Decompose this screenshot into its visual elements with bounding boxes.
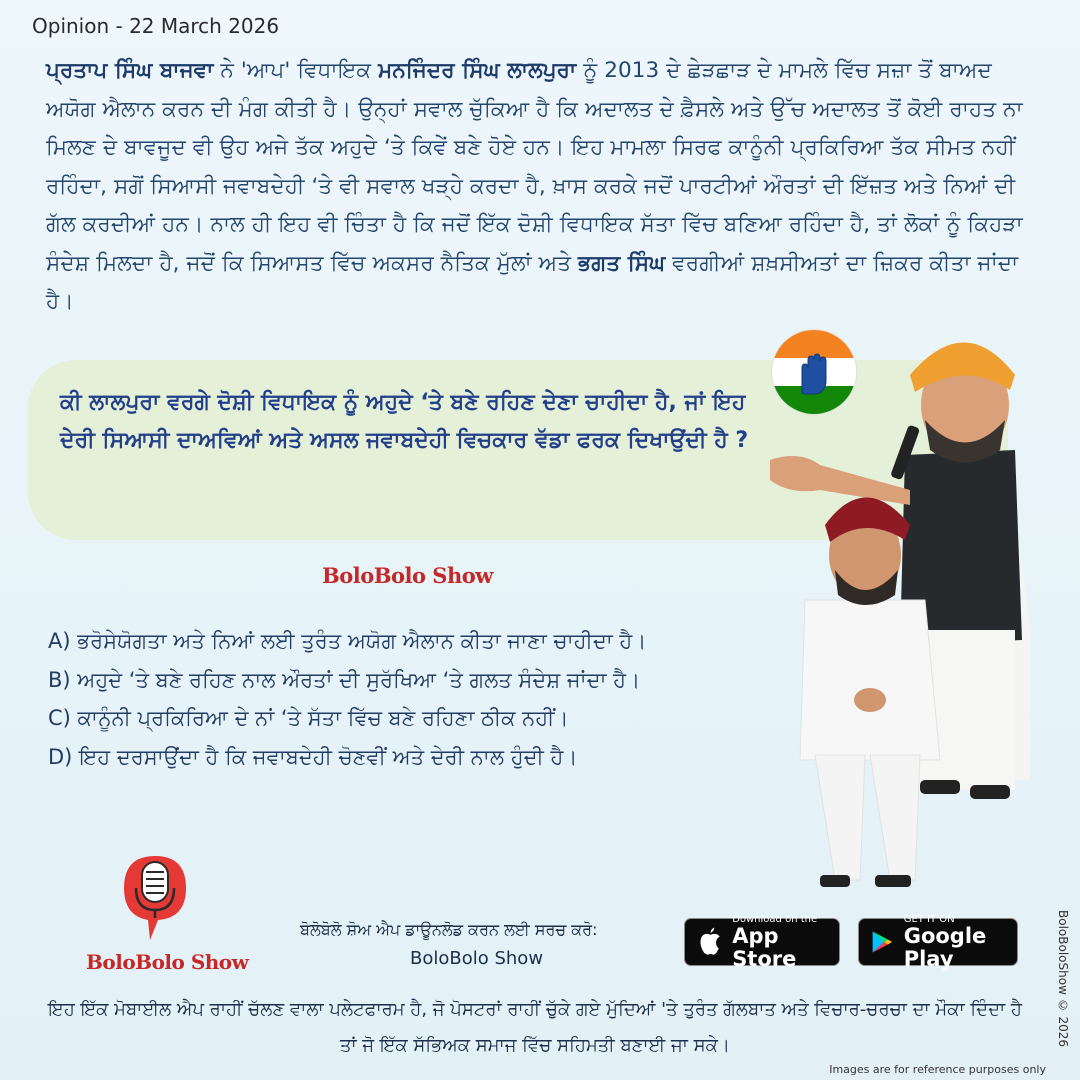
app-name: BoloBolo Show [410,948,544,969]
date-line: Opinion - 22 March 2026 [32,14,280,38]
name-lalpura: ਮਨਜਿੰਦਰ ਸਿੰਘ ਲਾਲਪੁਰਾ [378,58,577,83]
app-store-small-label: Download on the [732,913,818,925]
article-text-3: ਵਰਗੀਆਂ ਸ਼ਖ਼ਸੀਅਤਾਂ ਦਾ ਜ਼ਿਕਰ ਕੀਤਾ ਜਾਂਦਾ ਹੈ। [46,250,1019,314]
option-d[interactable]: D) ਇਹ ਦਰਸਾਉਂਦਾ ਹੈ ਕਿ ਜਵਾਬਦੇਹੀ ਚੋਣਵੀਂ ਅਤੇ ਦੇਰੀ ਨਾਲ ਹੁੰਦੀ ਹੈ। [48,744,578,769]
google-play-small-label: GET IT ON [903,913,955,925]
poll-options [48,622,646,776]
name-bajwa: ਪ੍ਰਤਾਪ ਸਿੰਘ ਬਾਜਵਾ [46,58,214,83]
option-c[interactable]: C) ਕਾਨੂੰਨੀ ਪ੍ਰਕਿਰਿਆ ਦੇ ਨਾਂ ‘ਤੇ ਸੱਤਾ ਵਿੱਚ ਬਣੇ ਰਹਿਣਾ ਠੀਕ ਨਹੀਂ। [48,706,569,730]
google-play-icon [871,927,894,957]
brand-footer-logo-text: BoloBolo Show [86,950,249,974]
google-play-label: Google Play [903,923,987,971]
image-disclaimer: Images are for reference purposes only [829,1063,1046,1076]
option-a[interactable]: A) ਭਰੋਸੇਯੋਗਤਾ ਅਤੇ ਨਿਆਂ ਲਈ ਤੁਰੰਤ ਅਯੋਗ ਐਲਾਨ ਕੀਤਾ ਜਾਣਾ ਚਾਹੀਦਾ ਹੈ। [48,629,647,653]
search-prompt: ਬੋਲੋਬੋਲੋ ਸ਼ੋਅ ਐਪ ਡਾਊਨਲੋਡ ਕਰਨ ਲਈ ਸਰਚ ਕਰੋ: [300,920,598,939]
brand-watermark: BoloBolo Show [322,563,493,588]
politicians-illustration [760,300,1040,900]
platform-description: ਇਹ ਇੱਕ ਮੋਬਾਈਲ ਐਪ ਰਾਹੀਂ ਚੱਲਣ ਵਾਲਾ ਪਲੇਟਫਾਰਮ ਹੈ, ਜੋ ਪੋਸਟਰਾਂ ਰਾਹੀਂ ਚੁੱਕੇ ਗਏ ਮੁੱਦਿਆਂ 'ਤੇ ਤੁਰੰਤ ਗੱਲਬਾਤ ਅਤੇ ਵਿਚਾਰ-ਚਰਚਾ ਦਾ ਮੌਕਾ ਦਿੰਦਾ ਹੈ ਤਾਂ ਜੋ ਇੱਕ ਸੱਭਿਅਕ ਸਮਾਜ ਵਿੱਚ ਸਹਿਮਤੀ ਬਣਾਈ ਜਾ ਸਕੇ। [48,999,1022,1056]
app-store-label: App Store [732,923,797,971]
microphone-icon [120,852,190,948]
option-b[interactable]: B) ਅਹੁਦੇ ‘ਤੇ ਬਣੇ ਰਹਿਣ ਨਾਲ ਔਰਤਾਂ ਦੀ ਸੁਰੱਖਿਆ ‘ਤੇ ਗਲਤ ਸੰਦੇਸ਼ ਜਾਂਦਾ ਹੈ। [48,667,641,692]
app-store-button[interactable] [684,913,840,971]
article-text-1: ਨੇ 'ਆਪ' ਵਿਧਾਇਕ [213,58,379,83]
name-bhagat-singh: ਭਗਤ ਸਿੰਘ [578,250,666,276]
apple-icon [697,925,724,959]
article-body [46,52,1036,322]
article-text-2: ਨੂੰ 2013 ਦੇ ਛੇੜਛਾੜ ਦੇ ਮਾਮਲੇ ਵਿੱਚ ਸਜ਼ਾ ਤੋਂ ਬਾਅਦ ਅਯੋਗ ਐਲਾਨ ਕਰਨ ਦੀ ਮੰਗ ਕੀਤੀ ਹੈ। ਉਨ੍ਹਾਂ ਸਵਾਲ ਚੁੱਕਿਆ ਹੈ ਕਿ ਅਦਾਲਤ ਦੇ ਫ਼ੈਸਲੇ ਅਤੇ ਉੱਚ ਅਦਾਲਤ ਤੋਂ ਕੋਈ ਰਾਹਤ ਨਾ ਮਿਲਣ ਦੇ ਬਾਵਜੂਦ ਵੀ ਉਹ ਅਜੇ ਤੱਕ ਅਹੁਦੇ ‘ਤੇ ਕਿਵੇਂ ਬਣੇ ਹੋਏ ਹਨ। ਇਹ ਮਾਮਲਾ ਸਿਰਫ ਕਾਨੂੰਨੀ ਪ੍ਰਕਿਰਿਆ ਤੱਕ ਸੀਮਤ ਨਹੀਂ ਰਹਿੰਦਾ, ਸਗੋਂ ਸਿਆਸੀ ਜਵਾਬਦੇਹੀ ‘ਤੇ ਵੀ ਸਵਾਲ ਖੜ੍ਹੇ ਕਰਦਾ ਹੈ, ਖ਼ਾਸ ਕਰਕੇ ਜਦੋਂ ਪਾਰਟੀਆਂ ਔਰਤਾਂ ਦੀ ਇੱਜ਼ਤ ਅਤੇ ਨਿਆਂ ਦੀ ਗੱਲ ਕਰਦੀਆਂ ਹਨ। ਨਾਲ ਹੀ ਇਹ ਵੀ ਚਿੰਤਾ ਹੈ ਕਿ ਜਦੋਂ ਇੱਕ ਦੋਸ਼ੀ ਵਿਧਾਇਕ ਸੱਤਾ ਵਿੱਚ ਬਣਿਆ ਰਹਿੰਦਾ ਹੈ, ਤਾਂ ਲੋਕਾਂ ਨੂੰ ਕਿਹੜਾ ਸੰਦੇਸ਼ ਮਿਲਦਾ ਹੈ, ਜਦੋਂ ਕਿ ਸਿਆਸਤ ਵਿੱਚ ਅਕਸਰ ਨੈਤਿਕ ਮੁੱਲਾਂ ਅਤੇ [46,58,1023,276]
copyright-vertical: BoloBoloShow © 2026 [1056,910,1070,1048]
google-play-button[interactable] [858,913,1018,971]
poll-question: ਕੀ ਲਾਲਪੁਰਾ ਵਰਗੇ ਦੋਸ਼ੀ ਵਿਧਾਇਕ ਨੂੰ ਅਹੁਦੇ ‘ਤੇ ਬਣੇ ਰਹਿਣ ਦੇਣਾ ਚਾਹੀਦਾ ਹੈ, ਜਾਂ ਇਹ ਦੇਰੀ ਸਿਆਸੀ ਦਾਅਵਿਆਂ ਅਤੇ ਅਸਲ ਜਵਾਬਦੇਹੀ ਵਿਚਕਾਰ ਵੱਡਾ ਫਰਕ ਦਿਖਾਉਂਦੀ ਹੈ ? [60,390,749,453]
